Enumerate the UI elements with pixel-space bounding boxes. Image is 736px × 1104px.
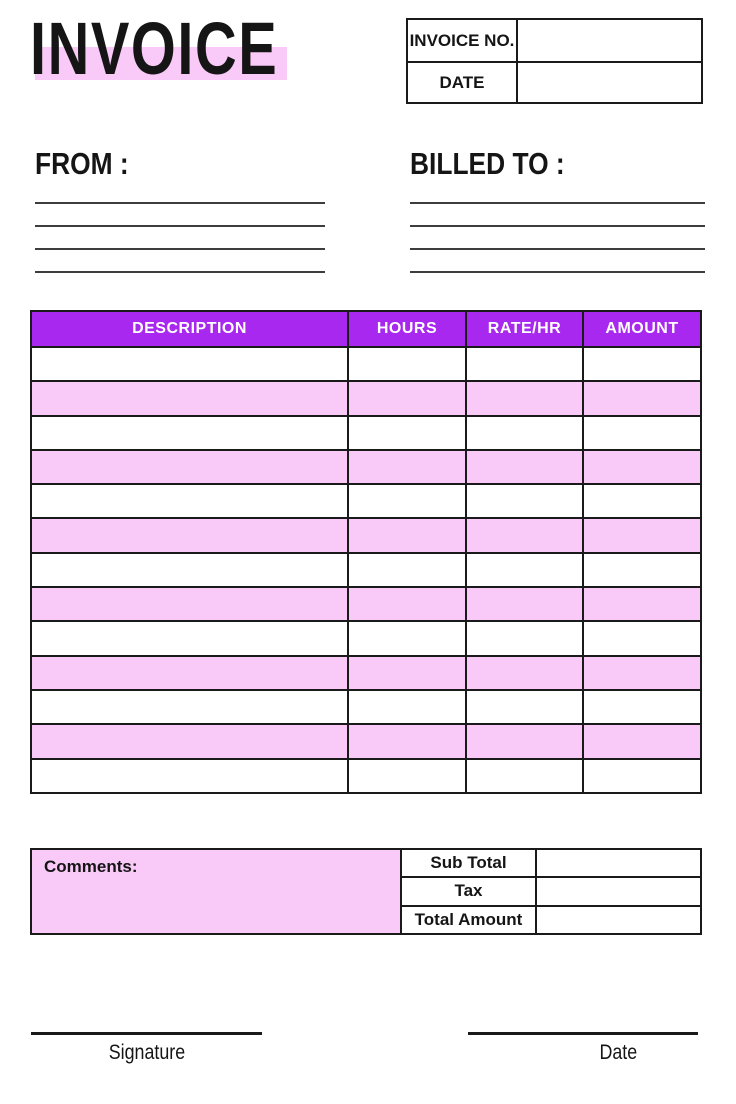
summary-row xyxy=(31,849,701,877)
item-cell-rate[interactable] xyxy=(466,759,583,793)
item-row xyxy=(31,450,701,484)
item-cell-hours[interactable] xyxy=(348,450,466,484)
col-header-amount: AMOUNT xyxy=(583,311,701,347)
item-row xyxy=(31,690,701,724)
item-cell-rate[interactable] xyxy=(466,381,583,415)
item-cell-description[interactable] xyxy=(31,518,348,552)
invoice-date-row xyxy=(408,61,701,102)
item-cell-rate[interactable] xyxy=(466,690,583,724)
item-cell-amount[interactable] xyxy=(583,621,701,655)
item-cell-rate[interactable] xyxy=(466,656,583,690)
item-cell-hours[interactable] xyxy=(348,621,466,655)
subtotal-label: Sub Total xyxy=(401,849,536,877)
item-cell-amount[interactable] xyxy=(583,724,701,758)
item-cell-description[interactable] xyxy=(31,416,348,450)
item-cell-rate[interactable] xyxy=(466,416,583,450)
item-row xyxy=(31,621,701,655)
from-line-1[interactable] xyxy=(35,181,325,204)
item-cell-rate[interactable] xyxy=(466,484,583,518)
page-title: INVOICE xyxy=(30,7,279,90)
tax-field[interactable] xyxy=(536,877,701,905)
item-row xyxy=(31,381,701,415)
tax-label: Tax xyxy=(401,877,536,905)
item-cell-amount[interactable] xyxy=(583,553,701,587)
item-row xyxy=(31,416,701,450)
item-cell-amount[interactable] xyxy=(583,690,701,724)
from-line-4[interactable] xyxy=(35,250,325,273)
item-cell-hours[interactable] xyxy=(348,347,466,381)
item-cell-amount[interactable] xyxy=(583,416,701,450)
item-cell-hours[interactable] xyxy=(348,484,466,518)
col-header-rate: RATE/HR xyxy=(466,311,583,347)
item-cell-amount[interactable] xyxy=(583,484,701,518)
item-cell-hours[interactable] xyxy=(348,381,466,415)
item-cell-rate[interactable] xyxy=(466,553,583,587)
item-cell-amount[interactable] xyxy=(583,381,701,415)
item-cell-rate[interactable] xyxy=(466,347,583,381)
from-line-3[interactable] xyxy=(35,227,325,250)
item-cell-hours[interactable] xyxy=(348,724,466,758)
billed-to-section-label: BILLED TO : xyxy=(410,146,565,181)
item-row xyxy=(31,587,701,621)
comments-label: Comments: xyxy=(44,857,138,876)
from-lines xyxy=(35,181,325,273)
total-amount-field[interactable] xyxy=(536,906,701,934)
item-cell-description[interactable] xyxy=(31,587,348,621)
billed-to-line-2[interactable] xyxy=(410,204,705,227)
item-cell-hours[interactable] xyxy=(348,759,466,793)
subtotal-field[interactable] xyxy=(536,849,701,877)
item-cell-rate[interactable] xyxy=(466,724,583,758)
item-cell-amount[interactable] xyxy=(583,759,701,793)
item-cell-amount[interactable] xyxy=(583,656,701,690)
item-cell-description[interactable] xyxy=(31,690,348,724)
items-header-row xyxy=(31,311,701,347)
item-cell-description[interactable] xyxy=(31,381,348,415)
col-header-hours: HOURS xyxy=(348,311,466,347)
item-cell-rate[interactable] xyxy=(466,518,583,552)
item-cell-amount[interactable] xyxy=(583,587,701,621)
invoice-meta-box xyxy=(406,18,703,104)
signature-line[interactable] xyxy=(31,1032,262,1035)
item-cell-description[interactable] xyxy=(31,656,348,690)
date-line[interactable] xyxy=(468,1032,698,1035)
item-cell-description[interactable] xyxy=(31,450,348,484)
item-row xyxy=(31,724,701,758)
item-cell-amount[interactable] xyxy=(583,518,701,552)
from-section-label: FROM : xyxy=(35,146,129,181)
item-cell-description[interactable] xyxy=(31,484,348,518)
item-cell-hours[interactable] xyxy=(348,587,466,621)
total-amount-label: Total Amount xyxy=(401,906,536,934)
items-table xyxy=(30,310,702,794)
item-row xyxy=(31,518,701,552)
item-row xyxy=(31,656,701,690)
invoice-date-field[interactable] xyxy=(518,63,701,102)
item-cell-rate[interactable] xyxy=(466,587,583,621)
item-row xyxy=(31,484,701,518)
item-cell-rate[interactable] xyxy=(466,450,583,484)
invoice-date-label: DATE xyxy=(408,63,518,102)
item-cell-hours[interactable] xyxy=(348,518,466,552)
item-cell-description[interactable] xyxy=(31,621,348,655)
col-header-description: DESCRIPTION xyxy=(31,311,348,347)
item-cell-rate[interactable] xyxy=(466,621,583,655)
billed-to-lines xyxy=(410,181,705,273)
item-cell-hours[interactable] xyxy=(348,690,466,724)
billed-to-line-3[interactable] xyxy=(410,227,705,250)
item-row xyxy=(31,759,701,793)
invoice-no-label: INVOICE NO. xyxy=(408,20,518,61)
item-cell-description[interactable] xyxy=(31,724,348,758)
date-label: Date xyxy=(599,1041,637,1064)
billed-to-line-1[interactable] xyxy=(410,181,705,204)
item-row xyxy=(31,553,701,587)
item-cell-amount[interactable] xyxy=(583,347,701,381)
item-row xyxy=(31,347,701,381)
item-cell-hours[interactable] xyxy=(348,553,466,587)
billed-to-line-4[interactable] xyxy=(410,250,705,273)
item-cell-hours[interactable] xyxy=(348,656,466,690)
from-line-2[interactable] xyxy=(35,204,325,227)
summary-section xyxy=(30,848,702,935)
item-cell-hours[interactable] xyxy=(348,416,466,450)
item-cell-description[interactable] xyxy=(31,759,348,793)
comments-field[interactable] xyxy=(31,849,401,934)
item-cell-amount[interactable] xyxy=(583,450,701,484)
invoice-no-row xyxy=(408,20,701,61)
invoice-no-field[interactable] xyxy=(518,20,701,61)
signature-label: Signature xyxy=(108,1041,185,1064)
item-cell-description[interactable] xyxy=(31,553,348,587)
item-cell-description[interactable] xyxy=(31,347,348,381)
